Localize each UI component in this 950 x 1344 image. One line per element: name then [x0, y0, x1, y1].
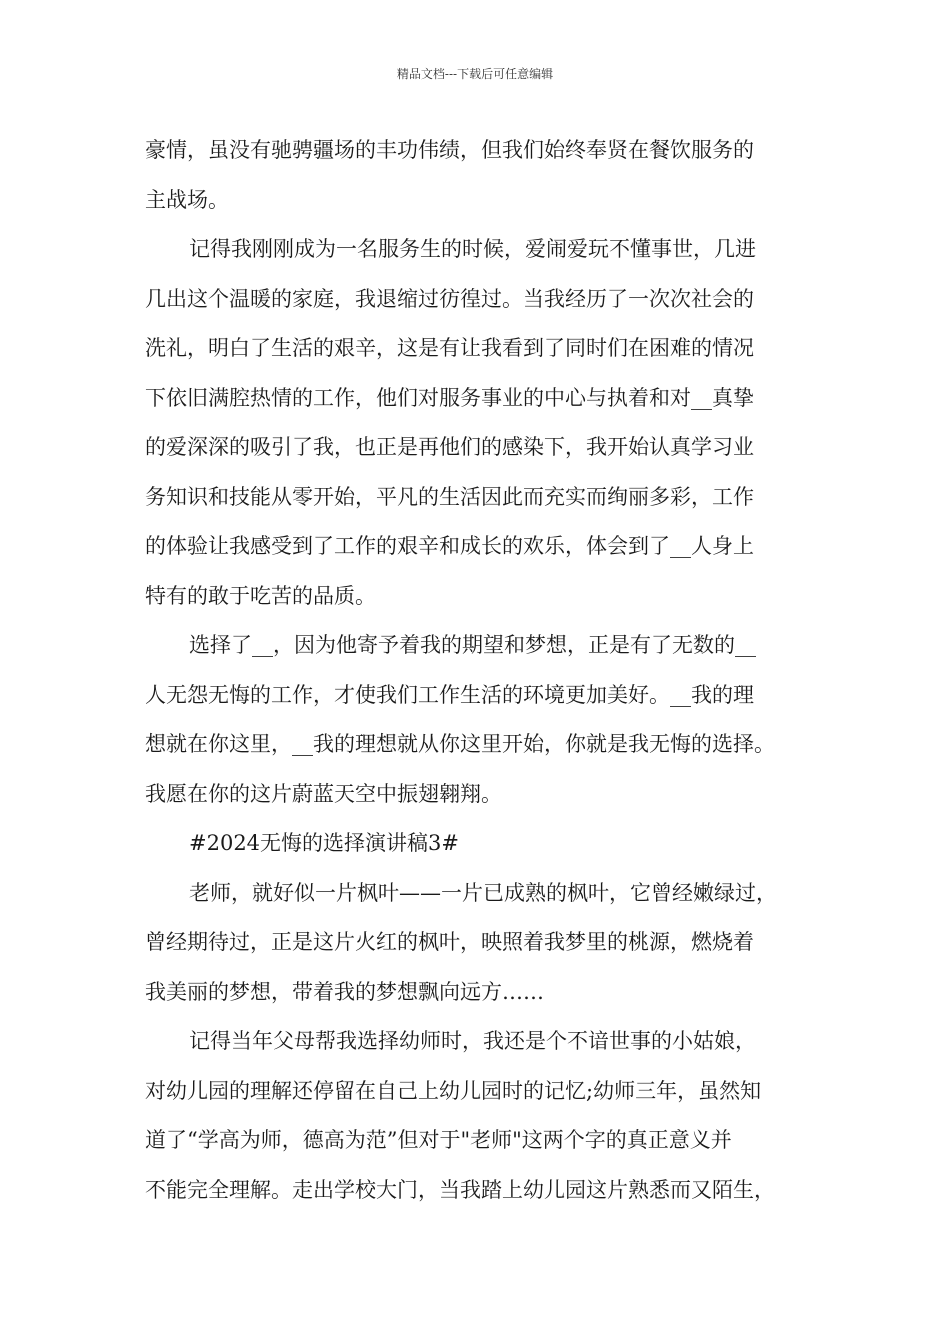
text-line: 老师，就好似一片枫叶——一片已成熟的枫叶，它曾经嫩绿过， — [189, 880, 777, 905]
text-line: 记得当年父母帮我选择幼师时，我还是个不谙世事的小姑娘， — [189, 1029, 756, 1053]
text-line: 不能完全理解。走出学校大门，当我踏上幼儿园这片熟悉而又陌生， — [145, 1177, 775, 1202]
text-line: 想就在你这里，__我的理想就从你这里开始，你就是我无悔的选择。 — [145, 732, 775, 756]
section-heading — [145, 819, 835, 869]
paragraph-1 — [145, 126, 835, 225]
text-line: 选择了__，因为他寄予着我的期望和梦想，正是有了无数的__ — [189, 633, 756, 657]
page-header: 精品文档---下载后可任意编辑 — [396, 67, 554, 81]
paragraph-3 — [145, 621, 835, 819]
section-title: #2024无悔的选择演讲稿3# — [189, 831, 459, 855]
text-line: 几出这个温暖的家庭，我退缩过彷徨过。当我经历了一次次社会的 — [145, 286, 754, 311]
text-line: 特有的敢于吃苦的品质。 — [145, 583, 376, 608]
text-line: 下依旧满腔热情的工作，他们对服务事业的中心与执着和对__真挚 — [145, 385, 754, 410]
text-line: 豪情，虽没有驰骋疆场的丰功伟绩，但我们始终奉贤在餐饮服务的 — [145, 138, 754, 162]
text-line: 道了“学高为师，德高为范”但对于"老师"这两个字的真正意义并 — [145, 1128, 732, 1152]
document-body — [145, 126, 835, 1215]
text-line: 的体验让我感受到了工作的艰辛和成长的欢乐，体会到了__人身上 — [145, 534, 754, 558]
paragraph-4 — [145, 869, 835, 1018]
text-line: 我美丽的梦想，带着我的梦想飘向远方…… — [145, 979, 544, 1004]
text-line: 对幼儿园的理解还停留在自己上幼儿园时的记忆;幼师三年，虽然知 — [145, 1078, 762, 1103]
paragraph-5 — [145, 1017, 835, 1215]
text-line: 人无怨无悔的工作，才使我们工作生活的环境更加美好。__我的理 — [145, 682, 754, 707]
paragraph-2 — [145, 225, 835, 621]
text-line: 主战场。 — [145, 187, 229, 212]
text-line: 的爱深深的吸引了我，也正是再他们的感染下，我开始认真学习业 — [145, 435, 754, 459]
text-line: 务知识和技能从零开始，平凡的生活因此而充实而绚丽多彩，工作 — [145, 484, 754, 509]
text-line: 洗礼，明白了生活的艰辛，这是有让我看到了同时们在困难的情况 — [145, 336, 754, 360]
text-line: 记得我刚刚成为一名服务生的时候，爱闹爱玩不懂事世，几进 — [189, 237, 756, 261]
text-line: 我愿在你的这片蔚蓝天空中振翅翱翔。 — [145, 781, 502, 806]
text-line: 曾经期待过，正是这片火红的枫叶，映照着我梦里的桃源，燃烧着 — [145, 930, 754, 954]
